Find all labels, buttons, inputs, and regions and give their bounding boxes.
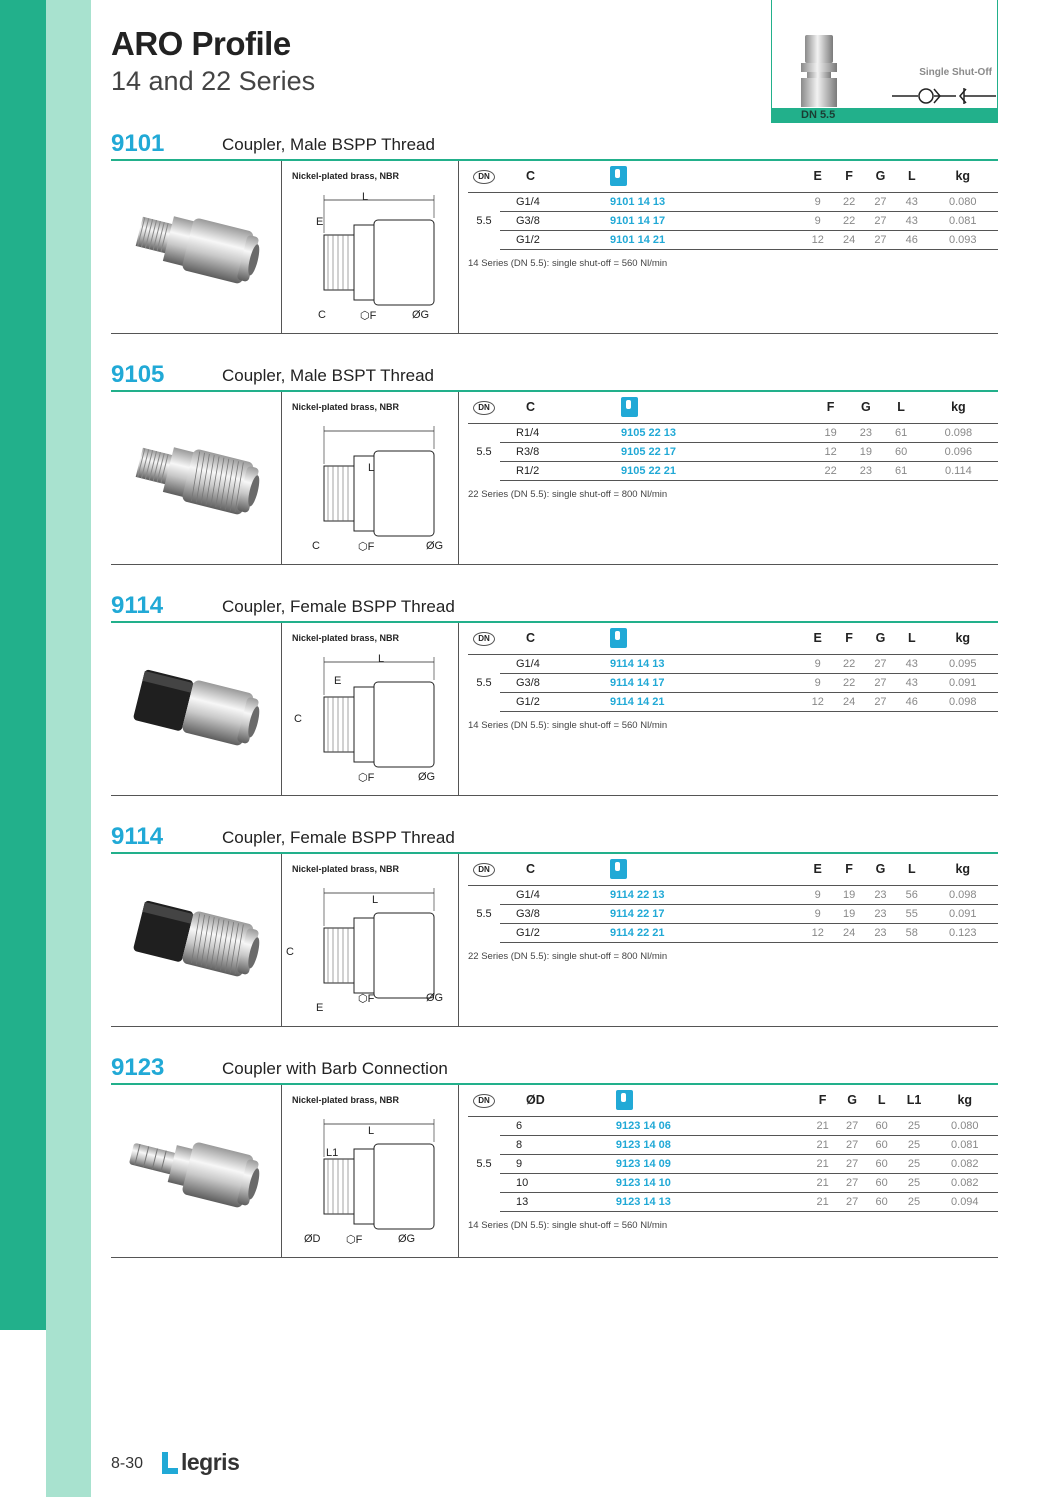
spec-table-area (468, 623, 998, 731)
dimension-label: L (368, 462, 375, 474)
dimension-value: 0.080 (927, 192, 998, 211)
dimension-value: 0.081 (932, 1135, 998, 1154)
column-header: L (896, 161, 927, 192)
dn-value: 5.5 (476, 907, 492, 920)
dimension-value: 0.094 (932, 1192, 998, 1211)
dimension-value: 22 (833, 211, 864, 230)
thread-size: R1/2 (500, 461, 613, 480)
dimension-value: 0.082 (932, 1173, 998, 1192)
thread-size: 8 (500, 1135, 608, 1154)
dimension-value: 25 (896, 1135, 931, 1154)
table-row (468, 1135, 998, 1154)
dimension-value: 43 (896, 654, 927, 673)
part-number-link[interactable]: 9114 14 13 (602, 654, 802, 673)
dimension-value: 0.082 (932, 1154, 998, 1173)
column-header (602, 854, 802, 885)
part-number-link[interactable]: 9123 14 08 (608, 1135, 808, 1154)
product-name: Coupler, Female BSPP Thread (222, 597, 455, 616)
side-band-light (46, 0, 91, 1497)
table-row (468, 192, 998, 211)
push-button-icon (616, 1090, 633, 1110)
dimension-label: ⬡F (358, 772, 375, 784)
column-header: C (500, 854, 602, 885)
dimension-value: 21 (808, 1116, 838, 1135)
dimension-value: 60 (867, 1154, 897, 1173)
product-photo (111, 392, 282, 564)
dimension-label: ØG (418, 771, 436, 783)
material-label: Nickel-plated brass, NBR (292, 171, 400, 181)
product-photo (111, 161, 282, 333)
dimension-value: 27 (837, 1173, 867, 1192)
dn-icon: DN (473, 1094, 495, 1108)
thread-size: G1/4 (500, 654, 602, 673)
dimension-value: 22 (833, 654, 864, 673)
dimension-label: C (286, 946, 294, 958)
dimension-label: E (316, 216, 324, 228)
dimension-value: 60 (867, 1116, 897, 1135)
column-header: E (802, 854, 833, 885)
thread-size: 10 (500, 1173, 608, 1192)
flow-note: 14 Series (DN 5.5): single shut-off = 560 Nl/min (468, 719, 668, 731)
push-button-icon (621, 397, 638, 417)
series-header-box (771, 0, 998, 123)
dimension-value: 27 (837, 1192, 867, 1211)
section-body (111, 161, 998, 334)
dimension-value: 22 (833, 192, 864, 211)
section-body (111, 1085, 998, 1258)
thread-size: R3/8 (500, 442, 613, 461)
part-number-link[interactable]: 9101 14 13 (602, 192, 802, 211)
dimension-label: L (372, 894, 379, 906)
column-header: G (848, 392, 883, 423)
part-number-link[interactable]: 9114 22 17 (602, 904, 802, 923)
side-band-dark (0, 0, 46, 1330)
dimension-value: 25 (896, 1192, 931, 1211)
dimension-value: 27 (865, 673, 896, 692)
spec-table-area (468, 854, 998, 962)
column-header: ØD (500, 1085, 608, 1116)
dimension-value: 27 (837, 1116, 867, 1135)
dimension-label: L (362, 191, 369, 203)
dimension-label: E (334, 675, 342, 687)
part-number-link[interactable]: 9114 22 21 (602, 923, 802, 942)
column-header: F (833, 854, 864, 885)
dimension-value: 9 (802, 211, 833, 230)
page-subtitle: 14 and 22 Series (111, 66, 316, 96)
dimension-value: 60 (867, 1192, 897, 1211)
dimension-value: 9 (802, 904, 833, 923)
column-header (602, 623, 802, 654)
column-header: L (896, 854, 927, 885)
dn-value: 5.5 (476, 1157, 492, 1170)
material-label: Nickel-plated brass, NBR (292, 633, 400, 643)
thread-size: G1/2 (500, 230, 602, 249)
dimension-value: 58 (896, 923, 927, 942)
dimension-value: 60 (883, 442, 918, 461)
dimension-value: 27 (865, 692, 896, 711)
dimension-label: L (378, 653, 385, 665)
dimension-value: 43 (896, 192, 927, 211)
product-name: Coupler, Female BSPP Thread (222, 828, 455, 847)
technical-drawing (282, 392, 459, 564)
dimension-label: E (316, 1002, 324, 1014)
dimension-value: 25 (896, 1116, 931, 1135)
column-header: L (883, 392, 918, 423)
dimension-value: 21 (808, 1135, 838, 1154)
technical-drawing (282, 623, 459, 795)
column-header: G (837, 1085, 867, 1116)
material-label: Nickel-plated brass, NBR (292, 402, 400, 412)
plug-icon (799, 35, 839, 107)
spec-table (468, 623, 998, 712)
column-header: E (802, 623, 833, 654)
dimension-value: 0.081 (927, 211, 998, 230)
table-row (468, 442, 998, 461)
table-row (468, 1116, 998, 1135)
product-photo (111, 854, 282, 1026)
shut-off-valve-icon (892, 86, 996, 106)
material-label: Nickel-plated brass, NBR (292, 1095, 400, 1105)
product-section (111, 592, 998, 796)
dimension-value: 9 (802, 885, 833, 904)
dimension-value: 25 (896, 1154, 931, 1173)
column-header: kg (927, 854, 998, 885)
product-section (111, 361, 998, 565)
column-header: kg (932, 1085, 998, 1116)
dimension-value: 23 (865, 904, 896, 923)
column-header: G (865, 854, 896, 885)
column-header: L1 (896, 1085, 931, 1116)
dimension-value: 55 (896, 904, 927, 923)
dimension-label: ØD (304, 1233, 321, 1245)
column-header: L (867, 1085, 897, 1116)
table-row (468, 423, 998, 442)
dimension-value: 27 (865, 211, 896, 230)
table-row (468, 654, 998, 673)
dimension-value: 0.098 (927, 692, 998, 711)
dimension-value: 12 (802, 692, 833, 711)
part-number-link[interactable]: 9114 14 21 (602, 692, 802, 711)
dimension-value: 9 (802, 654, 833, 673)
legris-logo-icon (162, 1452, 180, 1474)
dimension-value: 21 (808, 1154, 838, 1173)
dimension-value: 0.080 (932, 1116, 998, 1135)
section-body (111, 623, 998, 796)
product-code: 9105 (111, 361, 165, 388)
column-header: C (500, 161, 602, 192)
thread-size: G1/4 (500, 885, 602, 904)
thread-size: G1/2 (500, 923, 602, 942)
dimension-value: 0.091 (927, 904, 998, 923)
dimension-value: 46 (896, 692, 927, 711)
dimension-value: 43 (896, 673, 927, 692)
flow-note: 14 Series (DN 5.5): single shut-off = 560 Nl/min (468, 257, 668, 269)
part-number-link[interactable]: 9114 22 13 (602, 885, 802, 904)
dimension-value: 21 (808, 1192, 838, 1211)
column-header: G (865, 161, 896, 192)
dimension-value: 12 (802, 923, 833, 942)
dimension-value: 12 (813, 442, 848, 461)
dimension-value: 25 (896, 1173, 931, 1192)
thread-size: R1/4 (500, 423, 613, 442)
part-number-link[interactable]: 9123 14 09 (608, 1154, 808, 1173)
part-number-link[interactable]: 9105 22 13 (613, 423, 813, 442)
dimension-label: L (368, 1125, 375, 1137)
dimension-value: 0.114 (919, 461, 998, 480)
part-number-link[interactable]: 9123 14 06 (608, 1116, 808, 1135)
column-header (468, 1085, 500, 1116)
dimension-value: 23 (865, 923, 896, 942)
dimension-label: ⬡F (360, 310, 377, 322)
column-header: F (833, 161, 864, 192)
spec-table-area (468, 161, 998, 269)
dimension-value: 60 (867, 1173, 897, 1192)
part-number-link[interactable]: 9114 14 17 (602, 673, 802, 692)
dimension-value: 0.091 (927, 673, 998, 692)
product-code: 9114 (111, 823, 164, 850)
page-number: 8-30 (111, 1455, 144, 1472)
product-section (111, 823, 998, 1027)
table-row (468, 1154, 998, 1173)
thread-size: 13 (500, 1192, 608, 1211)
thread-size: 9 (500, 1154, 608, 1173)
column-header (468, 161, 500, 192)
dimension-value: 27 (865, 230, 896, 249)
dn-value: 5.5 (476, 445, 492, 458)
dimension-label: C (318, 309, 326, 321)
push-button-icon (610, 166, 627, 186)
column-header (602, 161, 802, 192)
thread-size: G3/8 (500, 673, 602, 692)
dn-icon: DN (473, 863, 495, 877)
column-header (468, 392, 500, 423)
dimension-value: 0.123 (927, 923, 998, 942)
brand-logo: legris (181, 1449, 240, 1475)
spec-table-area (468, 1085, 998, 1231)
product-name: Coupler, Male BSPP Thread (222, 135, 435, 154)
flow-note: 14 Series (DN 5.5): single shut-off = 560 Nl/min (468, 1219, 668, 1231)
product-code: 9123 (111, 1054, 165, 1081)
dimension-value: 23 (865, 885, 896, 904)
product-name: Coupler, Male BSPT Thread (222, 366, 434, 385)
dimension-value: 27 (865, 192, 896, 211)
page-title: ARO Profile (111, 25, 291, 62)
dimension-value: 0.098 (927, 885, 998, 904)
table-row (468, 1173, 998, 1192)
dn-icon: DN (473, 401, 495, 415)
part-number-link[interactable]: 9123 14 13 (608, 1192, 808, 1211)
thread-size: 6 (500, 1116, 608, 1135)
product-photo (111, 623, 282, 795)
table-row (468, 692, 998, 711)
column-header: F (808, 1085, 838, 1116)
dn-icon: DN (473, 170, 495, 184)
dn-label: DN 5.5 (801, 109, 836, 121)
dimension-value: 22 (813, 461, 848, 480)
dimension-label: ØG (426, 992, 444, 1004)
dimension-value: 9 (802, 673, 833, 692)
thread-size: G3/8 (500, 904, 602, 923)
technical-drawing (282, 161, 459, 333)
column-header: F (833, 623, 864, 654)
table-row (468, 673, 998, 692)
table-row (468, 885, 998, 904)
dimension-label: ⬡F (358, 993, 375, 1005)
column-header: kg (927, 161, 998, 192)
table-row (468, 1192, 998, 1211)
dn-value: 5.5 (476, 214, 492, 227)
material-label: Nickel-plated brass, NBR (292, 864, 400, 874)
dimension-value: 0.096 (919, 442, 998, 461)
dimension-label: ØG (398, 1233, 416, 1245)
dimension-value: 19 (848, 442, 883, 461)
dimension-value: 24 (833, 923, 864, 942)
dimension-value: 23 (848, 461, 883, 480)
dimension-value: 46 (896, 230, 927, 249)
table-row (468, 904, 998, 923)
dimension-value: 9 (802, 192, 833, 211)
flow-note: 22 Series (DN 5.5): single shut-off = 800 Nl/min (468, 488, 668, 500)
column-header: C (500, 392, 613, 423)
thread-size: G3/8 (500, 211, 602, 230)
dimension-label: ØG (412, 309, 430, 321)
spec-table-area (468, 392, 998, 500)
dimension-value: 0.098 (919, 423, 998, 442)
column-header: E (802, 161, 833, 192)
spec-table (468, 392, 998, 481)
thread-size: G1/2 (500, 692, 602, 711)
column-header: L (896, 623, 927, 654)
product-section (111, 1054, 998, 1258)
column-header: F (813, 392, 848, 423)
dimension-value: 19 (813, 423, 848, 442)
part-number-link[interactable]: 9105 22 21 (613, 461, 813, 480)
spec-table (468, 161, 998, 250)
column-header: kg (919, 392, 998, 423)
dimension-value: 61 (883, 461, 918, 480)
dimension-value: 22 (833, 673, 864, 692)
column-header (468, 854, 500, 885)
product-photo (111, 1085, 282, 1257)
dimension-label: C (294, 713, 302, 725)
product-section (111, 130, 998, 334)
spec-table (468, 1085, 998, 1212)
dimension-label: ØG (426, 540, 444, 552)
column-header (468, 623, 500, 654)
dimension-label: C (312, 540, 320, 552)
dimension-value: 56 (896, 885, 927, 904)
part-number-link[interactable]: 9101 14 17 (602, 211, 802, 230)
section-body (111, 854, 998, 1027)
column-header (608, 1085, 808, 1116)
part-number-link[interactable]: 9123 14 10 (608, 1173, 808, 1192)
technical-drawing (282, 854, 459, 1026)
dimension-value: 27 (865, 654, 896, 673)
column-header: G (865, 623, 896, 654)
table-row (468, 230, 998, 249)
thread-size: G1/4 (500, 192, 602, 211)
dimension-value: 27 (837, 1154, 867, 1173)
dimension-value: 24 (833, 230, 864, 249)
column-header: kg (927, 623, 998, 654)
product-code: 9114 (111, 592, 164, 619)
dimension-value: 19 (833, 885, 864, 904)
dimension-value: 21 (808, 1173, 838, 1192)
push-button-icon (610, 859, 627, 879)
dimension-value: 23 (848, 423, 883, 442)
dimension-value: 27 (837, 1135, 867, 1154)
dimension-label: L1 (326, 1147, 339, 1159)
dimension-value: 43 (896, 211, 927, 230)
flow-note: 22 Series (DN 5.5): single shut-off = 800 Nl/min (468, 950, 668, 962)
dimension-label: ⬡F (346, 1234, 363, 1246)
dimension-value: 0.093 (927, 230, 998, 249)
dimension-value: 24 (833, 692, 864, 711)
dimension-value: 0.095 (927, 654, 998, 673)
table-row (468, 461, 998, 480)
single-shut-off-label: Single Shut-Off (919, 67, 992, 78)
dimension-value: 19 (833, 904, 864, 923)
push-button-icon (610, 628, 627, 648)
dn-icon: DN (473, 632, 495, 646)
product-name: Coupler with Barb Connection (222, 1059, 448, 1078)
part-number-link[interactable]: 9105 22 17 (613, 442, 813, 461)
dimension-value: 61 (883, 423, 918, 442)
technical-drawing (282, 1085, 459, 1257)
table-row (468, 211, 998, 230)
section-body (111, 392, 998, 565)
dimension-label: ⬡F (358, 541, 375, 553)
dimension-value: 12 (802, 230, 833, 249)
table-row (468, 923, 998, 942)
part-number-link[interactable]: 9101 14 21 (602, 230, 802, 249)
dn-value: 5.5 (476, 676, 492, 689)
column-header: C (500, 623, 602, 654)
product-code: 9101 (111, 130, 165, 157)
column-header (613, 392, 813, 423)
spec-table (468, 854, 998, 943)
dimension-value: 60 (867, 1135, 897, 1154)
side-band-gap (0, 1330, 46, 1497)
